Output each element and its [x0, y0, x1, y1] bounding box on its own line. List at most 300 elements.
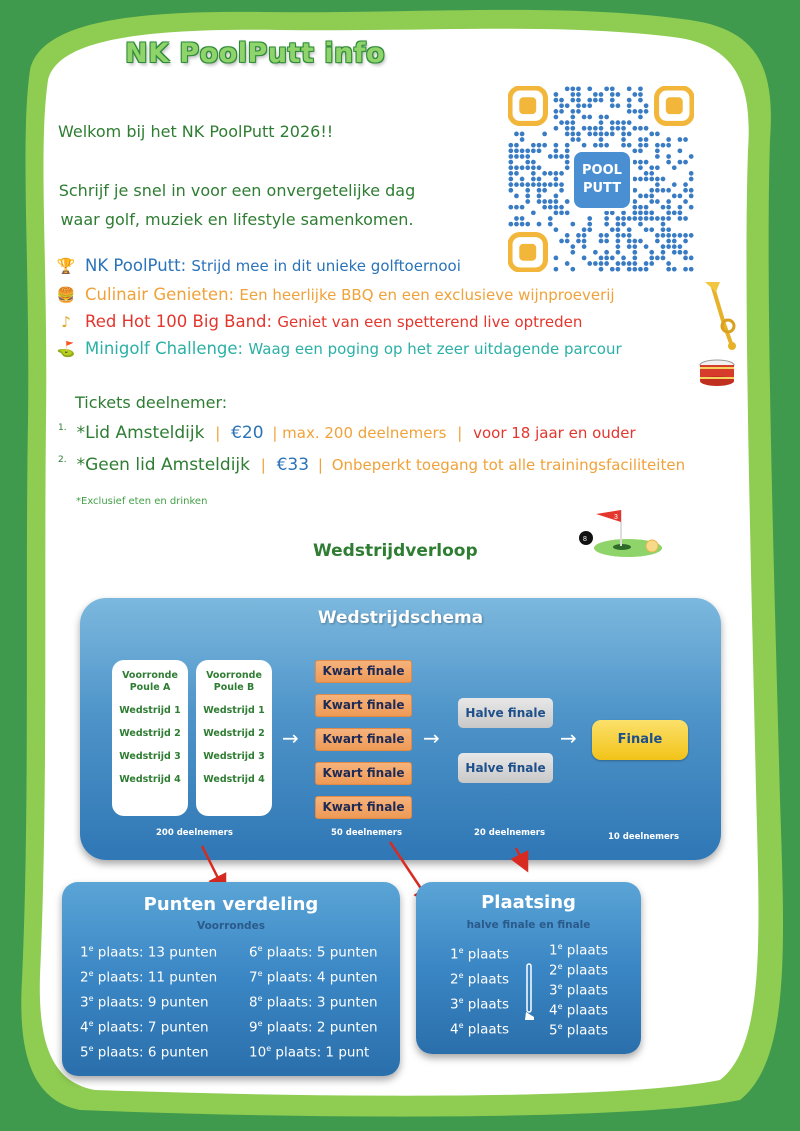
qr-finder-center [519, 97, 536, 114]
qr-dot [661, 205, 666, 210]
qr-dot [627, 120, 632, 125]
qr-logo-line2: PUTT [582, 181, 622, 196]
separator: | [317, 456, 323, 474]
qr-dot [610, 227, 615, 232]
qr-dot [582, 239, 587, 244]
match-item: Wedstrijd 2 [203, 728, 265, 739]
qr-dot [514, 222, 519, 227]
match-item: Wedstrijd 3 [119, 751, 181, 762]
qr-dot [672, 239, 677, 244]
qr-dot [616, 250, 621, 255]
qr-dot [678, 210, 683, 215]
qr-dot [610, 256, 615, 261]
qr-dot [655, 239, 660, 244]
place-text: plaats: 4 punten [262, 969, 378, 986]
qr-dot [587, 261, 592, 266]
qr-dot [599, 132, 604, 137]
qr-dot [627, 143, 632, 148]
qr-dot [672, 194, 677, 199]
qr-dot [683, 267, 688, 272]
qr-dot [632, 216, 637, 221]
qr-dot [554, 109, 559, 114]
qr-dot [649, 250, 654, 255]
page-title: NK PoolPutt info [124, 38, 386, 69]
saxophone-icon: ♪ [61, 313, 71, 331]
qr-dot [632, 177, 637, 182]
match-item: Wedstrijd 4 [203, 774, 265, 785]
qr-dot [537, 194, 542, 199]
ticket-extra: voor 18 jaar en ouder [473, 424, 636, 442]
qr-dot [508, 143, 513, 148]
qr-dot [593, 132, 598, 137]
qr-dot [576, 233, 581, 238]
qr-dot [683, 250, 688, 255]
qr-dot [649, 256, 654, 261]
qr-dot [649, 171, 654, 176]
qr-dot [661, 188, 666, 193]
qr-dot [610, 86, 615, 91]
qr-dot [537, 165, 542, 170]
qr-dot [525, 199, 530, 204]
flag-number: 3 [614, 514, 618, 521]
punten-item [249, 944, 378, 969]
kwart-finale: Kwart finale [315, 796, 412, 819]
qr-dot [593, 98, 598, 103]
qr-dot [570, 109, 575, 114]
punten-item [80, 1019, 217, 1044]
trophy-icon: 🏆 [56, 257, 76, 275]
ticket-max: | max. 200 deelnemers [272, 424, 447, 442]
qr-dot [537, 148, 542, 153]
qr-dot [554, 154, 559, 159]
qr-dot [599, 126, 604, 131]
qr-dot [565, 239, 570, 244]
poule-b [196, 660, 272, 816]
trumpet-icon [702, 280, 746, 352]
qr-dot [604, 239, 609, 244]
qr-dot [689, 233, 694, 238]
place-text: plaats: 3 punten [262, 994, 378, 1011]
ticket-footnote: *Exclusief eten en drinken [76, 496, 208, 507]
qr-dot [599, 267, 604, 272]
qr-dot [514, 205, 519, 210]
qr-dot [514, 132, 519, 137]
qr-dot [689, 154, 694, 159]
qr-dot [542, 171, 547, 176]
qr-dot [638, 194, 643, 199]
qr-dot [520, 177, 525, 182]
qr-dot [649, 261, 654, 266]
qr-dot [525, 222, 530, 227]
place-number: 5 [549, 1022, 558, 1039]
qr-dot [554, 267, 559, 272]
qr-dot [514, 165, 519, 170]
qr-dot [508, 182, 513, 187]
qr-dot [649, 177, 654, 182]
qr-dot [627, 103, 632, 108]
place-text: plaats: 5 punten [262, 944, 378, 961]
place-number: 10 [249, 1044, 267, 1061]
plaatsing-item [450, 971, 509, 996]
qr-dot [554, 171, 559, 176]
qr-dot [537, 182, 542, 187]
qr-dot [616, 233, 621, 238]
qr-dot [570, 250, 575, 255]
qr-dot [554, 199, 559, 204]
qr-dot [554, 177, 559, 182]
qr-dot [621, 132, 626, 137]
qr-dot [531, 160, 536, 165]
qr-dot [570, 222, 575, 227]
qr-dot [582, 103, 587, 108]
qr-dot [666, 188, 671, 193]
qr-dot [632, 148, 637, 153]
qr-dot [531, 210, 536, 215]
qr-dot [565, 86, 570, 91]
ordinal: e [257, 969, 263, 978]
feature-text: Strijd mee in dit unieke golftoernooi [191, 257, 461, 275]
qr-dot [531, 165, 536, 170]
place-number: 7 [249, 969, 258, 986]
qr-dot [632, 160, 637, 165]
punten-item [249, 1019, 378, 1044]
qr-dot [616, 92, 621, 97]
qr-dot [644, 171, 649, 176]
qr-dot [554, 126, 559, 131]
qr-dot [616, 120, 621, 125]
feature-bigband [55, 312, 582, 331]
qr-dot [672, 244, 677, 249]
qr-dot [689, 256, 694, 261]
qr-dot [621, 222, 626, 227]
qr-dot [621, 261, 626, 266]
qr-dot [559, 188, 564, 193]
ordinal: e [458, 996, 464, 1005]
qr-dot [593, 261, 598, 266]
qr-dot [678, 137, 683, 142]
plaatsing-item [549, 942, 608, 962]
qr-dot [542, 205, 547, 210]
qr-dot [508, 148, 513, 153]
qr-dot [661, 177, 666, 182]
qr-dot [672, 165, 677, 170]
qr-dot [666, 227, 671, 232]
qr-dot [525, 182, 530, 187]
qr-dot [627, 109, 632, 114]
ordinal: e [257, 1019, 263, 1028]
welcome-text: Welkom bij het NK PoolPutt 2026!! [58, 122, 334, 141]
ticket-price: €33 [276, 455, 310, 475]
qr-dot [554, 98, 559, 103]
ball-number: 8 [583, 536, 587, 543]
burger-icon: 🍔 [56, 286, 76, 304]
qr-dot [661, 227, 666, 232]
golf-club-icon [522, 962, 536, 1022]
qr-dot [508, 188, 513, 193]
qr-dot [666, 143, 671, 148]
qr-dot [576, 92, 581, 97]
qr-dot [683, 188, 688, 193]
qr-dot [537, 188, 542, 193]
punten-item [80, 944, 217, 969]
qr-dot [582, 126, 587, 131]
qr-dot [604, 250, 609, 255]
qr-dot [632, 261, 637, 266]
qr-dot [632, 267, 637, 272]
qr-dot [520, 132, 525, 137]
qr-dot [621, 137, 626, 142]
qr-dot [632, 92, 637, 97]
qr-dot [582, 115, 587, 120]
qr-dot [582, 143, 587, 148]
qr-dot [576, 86, 581, 91]
qr-dot [599, 143, 604, 148]
wedstrijdschema [80, 598, 721, 860]
place-number: 1 [549, 942, 558, 959]
qr-dot [632, 205, 637, 210]
qr-dot [621, 126, 626, 131]
place-text: plaats [562, 1002, 608, 1019]
qr-dot [570, 137, 575, 142]
place-number: 4 [549, 1002, 558, 1019]
qr-dot [638, 137, 643, 142]
qr-dot [655, 256, 660, 261]
halve-finale: Halve finale [458, 698, 553, 728]
schema-title: Wedstrijdschema [317, 608, 484, 628]
qr-dot [678, 194, 683, 199]
qr-dot [661, 233, 666, 238]
qr-dot [649, 132, 654, 137]
qr-dot [604, 233, 609, 238]
qr-dot [683, 233, 688, 238]
ordinal: e [557, 1022, 563, 1031]
qr-dot [599, 233, 604, 238]
qr-dot [559, 109, 564, 114]
qr-dot [520, 216, 525, 221]
plaatsing-item [450, 1021, 509, 1046]
qr-dot [599, 92, 604, 97]
place-number: 6 [249, 944, 258, 961]
qr-dot [610, 210, 615, 215]
ordinal: e [88, 969, 94, 978]
qr-dot [582, 227, 587, 232]
qr-dot [655, 216, 660, 221]
qr-dot [627, 239, 632, 244]
qr-dot [644, 177, 649, 182]
qr-dot [655, 182, 660, 187]
qr-dot [582, 233, 587, 238]
qr-dot [593, 92, 598, 97]
ordinal: e [557, 1002, 563, 1011]
qr-dot [644, 205, 649, 210]
qr-dot [565, 154, 570, 159]
qr-dot [666, 261, 671, 266]
qr-dot [621, 143, 626, 148]
feature-label: Minigolf Challenge: [85, 339, 244, 358]
qr-dot [632, 188, 637, 193]
qr-dot [638, 115, 643, 120]
qr-dot [644, 160, 649, 165]
qr-dot [655, 188, 660, 193]
qr-dot [599, 98, 604, 103]
qr-dot [638, 143, 643, 148]
qr-dot [632, 244, 637, 249]
poule-a [112, 660, 188, 816]
place-number: 4 [80, 1019, 89, 1036]
qr-dot [644, 244, 649, 249]
punten-item [80, 1044, 217, 1069]
kwart-finale: Kwart finale [315, 694, 412, 717]
qr-logo [574, 152, 630, 208]
qr-dot [644, 227, 649, 232]
qr-dot [621, 210, 626, 215]
qr-dot [554, 115, 559, 120]
qr-dot [514, 148, 519, 153]
qr-dot [576, 132, 581, 137]
qr-dot [508, 160, 513, 165]
qr-dot [570, 132, 575, 137]
punten-item [249, 969, 378, 994]
qr-dot [570, 92, 575, 97]
count-label: 50 deelnemers [331, 828, 403, 838]
qr-dot [678, 160, 683, 165]
punten-title: Punten verdeling [143, 894, 319, 915]
place-text: plaats [463, 946, 509, 963]
qr-dot [565, 160, 570, 165]
qr-dot [655, 165, 660, 170]
qr-dot [649, 216, 654, 221]
qr-dot [666, 239, 671, 244]
qr-dot [666, 267, 671, 272]
ticket-price: €20 [231, 423, 264, 443]
drum-icon [697, 358, 737, 388]
qr-dot [587, 86, 592, 91]
qr-dot [514, 154, 519, 159]
qr-dot [604, 210, 609, 215]
qr-dot [638, 148, 643, 153]
qr-dot [531, 143, 536, 148]
qr-dot [666, 244, 671, 249]
qr-dot [621, 233, 626, 238]
qr-dot [678, 216, 683, 221]
qr-dot [537, 177, 542, 182]
qr-dot [604, 256, 609, 261]
qr-dot [559, 98, 564, 103]
qr-dot [537, 199, 542, 204]
qr-dot [616, 261, 621, 266]
plaatsing-item [549, 1022, 608, 1042]
qr-dot [587, 132, 592, 137]
qr-dot [604, 115, 609, 120]
qr-dot [627, 86, 632, 91]
kwart-finale: Kwart finale [315, 660, 412, 683]
plaatsing-left-col [450, 946, 509, 1046]
qr-dot [582, 244, 587, 249]
qr-dot [542, 182, 547, 187]
ticket-name: *Geen lid Amsteldijk [76, 455, 250, 475]
qr-dot [565, 126, 570, 131]
punten-subtitle: Voorrondes [197, 920, 265, 932]
place-number: 2 [80, 969, 89, 986]
qr-dot [565, 261, 570, 266]
qr-dot [525, 148, 530, 153]
qr-dot [587, 216, 592, 221]
place-text: plaats [562, 982, 608, 999]
intro-line1: Schrijf je snel in voor een onvergetelijke dag [58, 181, 416, 200]
qr-dot [683, 216, 688, 221]
qr-dot [661, 216, 666, 221]
qr-dot [525, 165, 530, 170]
qr-dot [649, 194, 654, 199]
qr-dot [593, 250, 598, 255]
qr-dot [672, 210, 677, 215]
ordinal: e [88, 1044, 94, 1053]
qr-dot [632, 210, 637, 215]
match-item: Wedstrijd 3 [203, 751, 265, 762]
qr-dot [661, 256, 666, 261]
qr-dot [683, 137, 688, 142]
qr-dot [520, 222, 525, 227]
match-item: Wedstrijd 1 [119, 705, 181, 716]
qr-dot [565, 165, 570, 170]
qr-dot [616, 126, 621, 131]
qr-dot [683, 239, 688, 244]
qr-dot [554, 148, 559, 153]
match-item: Wedstrijd 2 [119, 728, 181, 739]
ticket-number: 1. [58, 423, 67, 433]
qr-dot [632, 126, 637, 131]
match-item: Wedstrijd 1 [203, 705, 265, 716]
qr-dot [565, 233, 570, 238]
qr-dot [638, 160, 643, 165]
qr-dot [570, 115, 575, 120]
qr-dot [587, 227, 592, 232]
qr-dot [587, 103, 592, 108]
qr-dot [587, 126, 592, 131]
qr-dot [678, 205, 683, 210]
qr-dot [559, 182, 564, 187]
place-number: 9 [249, 1019, 258, 1036]
qr-dot [525, 188, 530, 193]
qr-dot [621, 256, 626, 261]
place-text: plaats [562, 942, 608, 959]
qr-dot [649, 199, 654, 204]
qr-dot [644, 216, 649, 221]
qr-dot [638, 86, 643, 91]
plaatsing-box [416, 882, 641, 1054]
qr-dot [638, 222, 643, 227]
qr-dot [683, 160, 688, 165]
qr-dot [616, 244, 621, 249]
qr-dot [604, 132, 609, 137]
qr-dot [627, 244, 632, 249]
qr-dot [649, 188, 654, 193]
place-text: plaats: 13 punten [93, 944, 218, 961]
qr-dot [542, 199, 547, 204]
qr-dot [678, 148, 683, 153]
place-text: plaats [562, 1022, 608, 1039]
intro-text [52, 176, 422, 234]
qr-dot [672, 267, 677, 272]
qr-dot [514, 143, 519, 148]
qr-dot [689, 205, 694, 210]
qr-dot [554, 256, 559, 261]
golf-hole-decoration [576, 504, 666, 558]
ordinal: e [257, 994, 263, 1003]
qr-dot [582, 256, 587, 261]
qr-dot [554, 210, 559, 215]
place-number: 2 [450, 971, 459, 988]
